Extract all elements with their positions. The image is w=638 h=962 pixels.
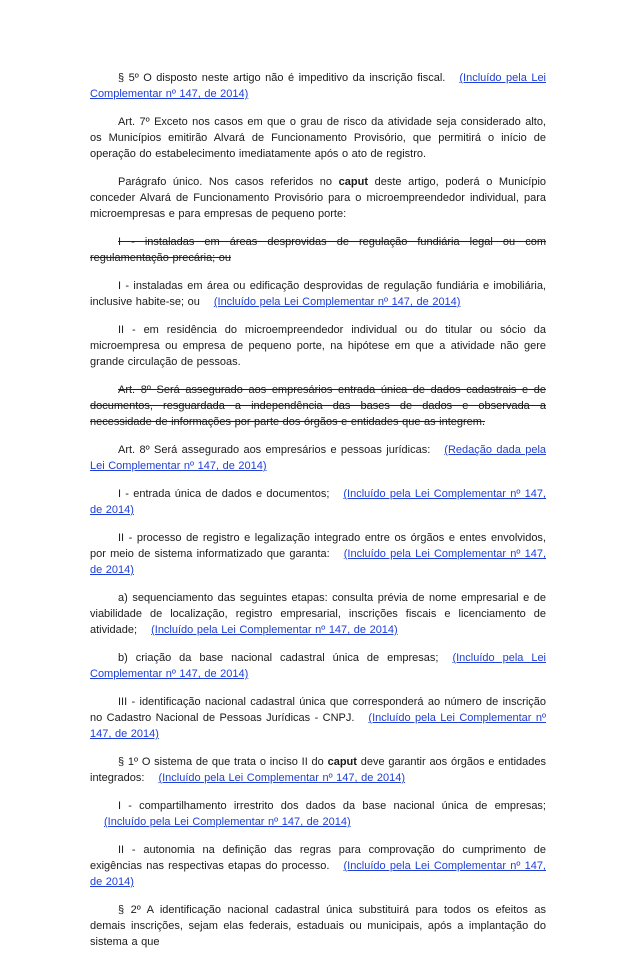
- paragraph-text: I - instaladas em áreas desprovidas de regulação fundiária legal ou com regulamentação precária; ou: [90, 236, 546, 264]
- paragraph-art-8-p2: [90, 902, 546, 950]
- paragraph-text: Art. 8º Será assegurado aos empresários entrada única de dados cadastrais e de documentos, resguardada a independência das bases de dados e observada a necessidade de informações por parte dos órgãos e entidades que as integrem.: [90, 384, 546, 428]
- paragraph-inc-i: [90, 278, 546, 310]
- amendment-link[interactable]: (Incluído pela Lei Complementar nº 147, de 2014): [213, 296, 461, 308]
- amendment-link[interactable]: (Incluído pela Lei Complementar nº 147, de 2014): [104, 816, 351, 828]
- paragraph-art-8-p1-ii: [90, 842, 546, 890]
- paragraph-art-8: [90, 442, 546, 474]
- paragraph-art-8-ii-b: [90, 650, 546, 682]
- paragraph-text: § 2º A identificação nacional cadastral única substituirá para todos os efeitos as demais inscrições, sejam elas federais, estaduais ou municipais, após a implantação do sistema a que: [90, 904, 546, 948]
- paragraph-text: § 5º O disposto neste artigo não é impeditivo da inscrição fiscal.: [118, 72, 446, 84]
- caput-term: caput: [327, 756, 357, 768]
- paragraph-art-8-i: [90, 486, 546, 518]
- paragraph-text: b) criação da base nacional cadastral única de empresas;: [118, 652, 439, 664]
- amendment-link[interactable]: (Incluído pela Lei Complementar nº 147, de 2014): [90, 72, 547, 100]
- paragraph-par-unico: [90, 174, 546, 222]
- paragraph-text: Art. 7º Exceto nos casos em que o grau de risco da atividade seja considerado alto, os Municípios emitirão Alvará de Funcionamento Provisório, que permitirá o início de operação do estabelecimento imediatamente após o ato de registro.: [90, 116, 546, 160]
- amendment-link[interactable]: (Incluído pela Lei Complementar nº 147, de 2014): [90, 488, 546, 516]
- paragraph-text: a) sequenciamento das seguintes etapas: consulta prévia de nome empresarial e de viabilidade de localização, registro empresarial, inscrições fiscais e licenciamento de atividade;: [90, 592, 546, 636]
- caput-term: caput: [338, 176, 369, 188]
- amendment-link[interactable]: (Redação dada pela Lei Complementar nº 147, de 2014): [90, 444, 547, 472]
- paragraph-text: deste artigo, poderá o Município conceder Alvará de Funcionamento Provisório para o microempreendedor individual, para microempresas e para empresas de pequeno porte:: [90, 176, 547, 220]
- paragraph-inc-i-revoked: [90, 234, 546, 266]
- amendment-link[interactable]: (Incluído pela Lei Complementar nº 147, de 2014): [90, 548, 546, 576]
- paragraph-text: II - em residência do microempreendedor individual ou do titular ou sócio da microempresa ou empresa de pequeno porte, na hipótese em que a atividade não gere grande circulação de pessoas.: [90, 324, 546, 368]
- document-body: [90, 70, 546, 962]
- amendment-link[interactable]: (Incluído pela Lei Complementar nº 147, de 2014): [151, 624, 398, 636]
- paragraph-text: I - compartilhamento irrestrito dos dados da base nacional única de empresas;: [118, 800, 546, 812]
- amendment-link[interactable]: (Incluído pela Lei Complementar nº 147, de 2014): [90, 860, 546, 888]
- paragraph-art-8-revoked: [90, 382, 546, 430]
- amendment-link[interactable]: (Incluído pela Lei Complementar nº 147, de 2014): [90, 712, 546, 740]
- paragraph-text: Parágrafo único. Nos casos referidos no: [118, 176, 339, 188]
- paragraph-art-8-p1: [90, 754, 546, 786]
- paragraph-art-8-p1-i: [90, 798, 546, 830]
- paragraph-art-8-ii: [90, 530, 546, 578]
- amendment-link[interactable]: (Incluído pela Lei Complementar nº 147, de 2014): [90, 652, 547, 680]
- paragraph-p-5: [90, 70, 546, 102]
- paragraph-text: deve garantir aos órgãos e entidades integrados:: [90, 756, 546, 784]
- paragraph-text: II - processo de registro e legalização integrado entre os órgãos e entes envolvidos, por meio de sistema informatizado que garanta:: [90, 532, 546, 560]
- paragraph-text: II - autonomia na definição das regras para comprovação do cumprimento de exigências nas respectivas etapas do processo.: [90, 844, 546, 872]
- paragraph-text: I - instaladas em área ou edificação desprovidas de regulação fundiária e imobiliária, inclusive habite-se; ou: [90, 280, 546, 308]
- paragraph-art-8-iii: [90, 694, 546, 742]
- paragraph-text: § 1º O sistema de que trata o inciso II do: [118, 756, 328, 768]
- paragraph-inc-ii: [90, 322, 546, 370]
- paragraph-text: III - identificação nacional cadastral única que corresponderá ao número de inscrição no Cadastro Nacional de Pessoas Jurídicas - CNPJ.: [90, 696, 546, 724]
- paragraph-art-8-ii-a: [90, 590, 546, 638]
- paragraph-text: Art. 8º Será assegurado aos empresários e pessoas jurídicas:: [118, 444, 431, 456]
- paragraph-text: I - entrada única de dados e documentos;: [118, 488, 330, 500]
- paragraph-art-7: [90, 114, 546, 162]
- amendment-link[interactable]: (Incluído pela Lei Complementar nº 147, de 2014): [158, 772, 406, 784]
